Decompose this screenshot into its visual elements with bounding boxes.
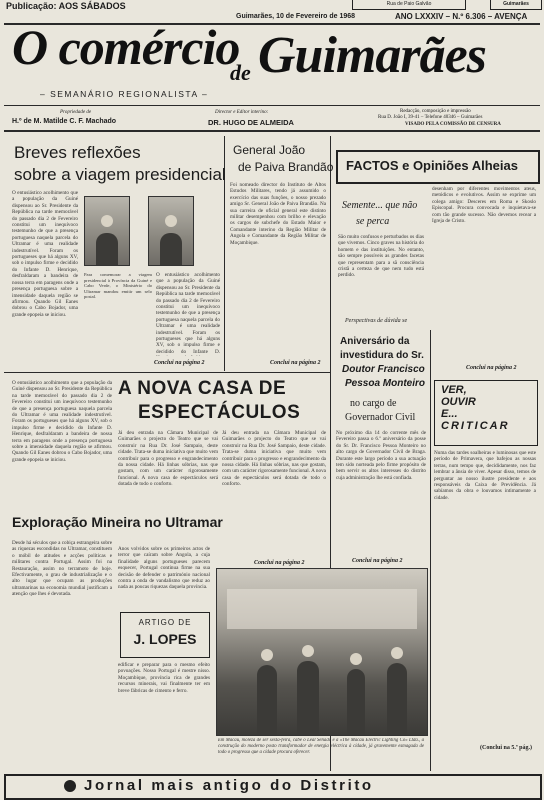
masthead-title-left: O comércio — [12, 19, 240, 75]
ver-title-3: E... — [441, 408, 458, 420]
stamp-photo-left — [84, 196, 130, 266]
nova-title-2: ESPECTÁCULOS — [138, 402, 301, 423]
stamp-photo-right — [148, 196, 194, 266]
footer-box — [4, 774, 542, 800]
factos-box — [336, 150, 540, 184]
address: Rua de Paio Galvão — [386, 1, 432, 7]
masthead-title-right: Guimarães — [258, 27, 486, 84]
press-line-2: Rua D. João I, 39-41 – Telefone 40346 – Guimarães — [378, 115, 483, 120]
explor-title: Exploração Mineira no Ultramar — [12, 514, 223, 530]
masthead-title-de: de — [230, 60, 251, 85]
ver-continue: (Conclui na 5.ª pág.) — [480, 745, 532, 751]
masthead-subtitle: – SEMANÁRIO REGIONALISTA – — [40, 89, 209, 99]
aniv-body: No próximo dia 14 do corrente mês de Fevereiro passa o 6.º aniversário da posse do Sr. Dr. Francisco Pessoa Monteiro no alto cargo de Governador Civil de Braga. Durante este largo período a sua actuação tem sido norteada pelo firme propósito de bem servir os altos interesses do distrito cuja administração lhe está confiada. — [336, 430, 426, 481]
factos-right: desenham por diferentes movimentos ateus, metódicos e evolutivos. Assim se exprime um colega amigo: Desceres em Roma e Skoslo Episcopal. Procura convocada e inquietava-se com tão grande sucesso. Não devemos recear a Igreja de Cristo. — [432, 186, 536, 225]
breves-body: O entusiástico acolhimento que a população da Guiné dispensou ao Sr. Presidente da República na tarde memorável do passado dia 2 de Fevereiro constitui um inequívoco testemunho de que a presença portuguesa naquela parcela do Ultramar é uma realidade indestrutível. Foram os portugueses que há alguns XV, sob o impulso firme e decidido do Infante D. Henrique, desfraldaram a bandeira de nossa terra em paragens onde a presença portuguesa sobre a imensidade daquela região se afirmou. Quando Gil Eanes dobrou o Cabo Bojador, uma grande epopeia se iniciou. — [12, 190, 78, 318]
macau-photo — [216, 568, 428, 736]
nova-body-left: Já deu entrada na Câmara Municipal de Guimarães o projecto do Teatro que se vai construir na Rua Dr. José Sampaio, deste cidade. Trata-se duma iniciativa que muito vem contribuir para o progresso e engrandecimento da nossa cidade. Há linhas sóbrias, nas que gostam, com um carácter rigorosamente funcional. A nova casa de espectáculos será dotada de todo o conforto. — [118, 430, 218, 488]
factos-continue: Conclui na página 2 — [466, 365, 517, 371]
ver-box — [434, 380, 538, 446]
publication-day: Publicação: AOS SÁBADOS — [6, 1, 126, 11]
nova-continue: Conclui na página 2 — [254, 560, 305, 566]
gen-body: Foi nomeado director do Instituto de Altos Estudos Militares, tendo já assumido o exercício das suas funções, o nosso prezado amigo Sr. General João de Paiva Brandão. Na sua carreira de oficial general este distinto militar desempenhou com brilho e elevação os cargos de subchefe do Estado Maior e Comandante interino da Região Militar de Angola e Comandante da Região Militar de Moçambique. — [230, 182, 326, 246]
nova-body-right: Já deu entrada na Câmara Municipal de Guimarães o projecto do Teatro que se vai construir na Rua Dr. José Sampaio, deste cidade. Trata-se duma iniciativa que muito vem contribuir para o progresso e engrandecimento da nossa cidade. Há linhas sóbrias, nas que gostam, com um carácter rigorosamente funcional. A nova casa de espectáculos será dotada de todo o conforto. — [222, 430, 326, 488]
explor-body: Desde há séculos que a cobiça estrangeira sobre as riquezas escondidas no Ultramar, constituem o móbil de atitudes e acções políticas e militares contra Portugal. Assim foi na Restauração, assim no terramoto de hoje. Efectivamente, o grau de industrialização e o alto lugar que ocupam as produções ultramarinas na economia mundial justificam a atenção que lhes é devotada. — [12, 540, 112, 598]
city-tag: Guimarães — [503, 1, 529, 7]
artigo-box — [120, 612, 210, 658]
breves-title-2: sobre a viagem presidencial — [14, 165, 226, 184]
macau-photo-caption: Em Macau, moleza de ser sexta-feira, cabe o Leal Senado e à «The Macau Electric Lighting Co» Ltda., a construção do moderno posto transformador de energia eléctrica à cidade, já gravemente esmagada de todo o progresso que a cidade procura oferecer. — [218, 738, 424, 755]
breves-title-1: Breves reflexões — [14, 143, 141, 162]
aniv-title-2: investidura do Sr. — [340, 350, 424, 361]
factos-title: FACTOS e Opiniões Alheias — [346, 158, 518, 173]
issue-date: Guimarães, 10 de Fevereiro de 1968 — [236, 13, 356, 20]
artigo-label: ARTIGO DE — [138, 618, 192, 627]
aniv-title-4: Pessoa Monteiro — [345, 378, 426, 389]
explor-mid2: edificar e preparar para o mesmo efeito povoações. Nosso Portugal é mestre nisso. Moçambique, província rica de grandes recursos minerais, vai finalmente ter em breve fábricas de cimento e ferro. — [118, 662, 210, 694]
aniv-title-1: Aniversário da — [340, 336, 410, 347]
issue-number: ANO LXXXIV – N.º 6.306 – AVENÇA — [395, 12, 528, 21]
left-column-body: O entusiástico acolhimento que a população da Guiné dispensou ao Sr. Presidente da República na tarde memorável do passado dia 2 de Fevereiro constitui um inequívoco testemunho de que a presença portuguesa naquela parcela do Ultramar é uma realidade indestrutível. Foram os portugueses que há alguns XV, sob o impulso firme e decidido do Infante D. Henrique, desfraldaram a bandeira de nossa terra em paragens onde a presença portuguesa sobre a imensidade daquela região se afirmou. Quando Gil Eanes dobrou o Cabo Bojador, uma grande epopeia se iniciou. — [12, 380, 112, 463]
nova-title-1: A NOVA CASA DE — [118, 378, 287, 399]
factos-sub-1: Semente... que não — [342, 200, 418, 211]
gen-continue: Conclui na página 2 — [270, 360, 321, 366]
press-line-1: Redacção, composição e impressão — [400, 109, 471, 114]
address-box — [352, 0, 466, 10]
bullet-icon — [64, 780, 76, 792]
factos-sub-2: se perca — [356, 216, 390, 227]
aniv-sub-2: Governador Civil — [345, 412, 416, 423]
factos-more: Perspectivas de dúvida se — [345, 318, 408, 324]
gen-title-1: General João — [233, 143, 306, 157]
city-box — [490, 0, 542, 10]
breves-body-cont: O entusiástico acolhimento que a população da Guiné dispensou ao Sr. Presidente da República na tarde memorável do passado dia 2 de Fevereiro constitui um inequívoco testemunho de que a presença portuguesa naquela parcela do Ultramar é uma realidade indestrutível. Foram os portugueses que há alguns XV, sob o impulso firme e decidido do Infante D. — [156, 272, 220, 355]
aniv-title-3: Doutor Francisco — [342, 364, 425, 375]
explor-title-box — [12, 508, 223, 536]
ver-title-1: VER, — [441, 384, 467, 396]
explor-mid: Anos volvidos sobre os primeiros actos de terror que caíram sobre Angola, a cuja finalidade alguns portugueses parecem esquecer, Portugal continua firme na sua decisão de defender o património nacional contra a onda de vandalismo que reduz ao nada as poucas riquezas daquela província. — [118, 546, 210, 591]
director-name: DR. HUGO DE ALMEIDA — [208, 118, 294, 127]
ver-title-2: OUVIR — [441, 396, 476, 408]
gen-title-2: de Paiva Brandão — [238, 160, 334, 174]
footer-slogan: Jornal mais antigo do Distrito — [84, 777, 374, 794]
censorship-note: VISADO PELA COMISSÃO DE CENSURA — [405, 122, 501, 127]
aniv-continue: Conclui na página 2 — [352, 558, 403, 564]
owner-name: H.º de M. Matilde C. F. Machado — [12, 118, 117, 125]
ver-title-4: CRITICAR — [441, 420, 510, 432]
owner-label: Propriedade de — [60, 110, 92, 115]
factos-body: São muito confusos e perturbados os dias que vivemos. Cinco graves na história do homem e das instituições. No entanto, são sempre possíveis as grandes facetas que representam para a sã consciência cristã a certeza de que nem tudo está perdido. — [338, 234, 424, 279]
aniv-sub-1: no cargo de — [350, 398, 397, 409]
breves-photo-caption: Para comemorar a viagem presidencial à Província da Guiné e Cabo Verde, o Ministério do Ultramar mandou emitir um selo postal. — [84, 272, 152, 300]
director-label: Director e Editor interino: — [215, 110, 269, 115]
breves-continue: Conclui na página 2 — [154, 360, 205, 366]
artigo-author: J. LOPES — [133, 631, 197, 647]
ver-body: Numa das tardes soalheiras e luminosas que este período de Primavera, que bafejou as nossas terras, num tempo que, decididamente, nos faz lembrar a ânsia de viver. Apesar disso, temos de perguntar ao nosso ilustre presidente e aos responsáveis da Caixa de Previdência. Já sabíamos da obra e louvamos intimamente a cidade. — [434, 450, 536, 501]
